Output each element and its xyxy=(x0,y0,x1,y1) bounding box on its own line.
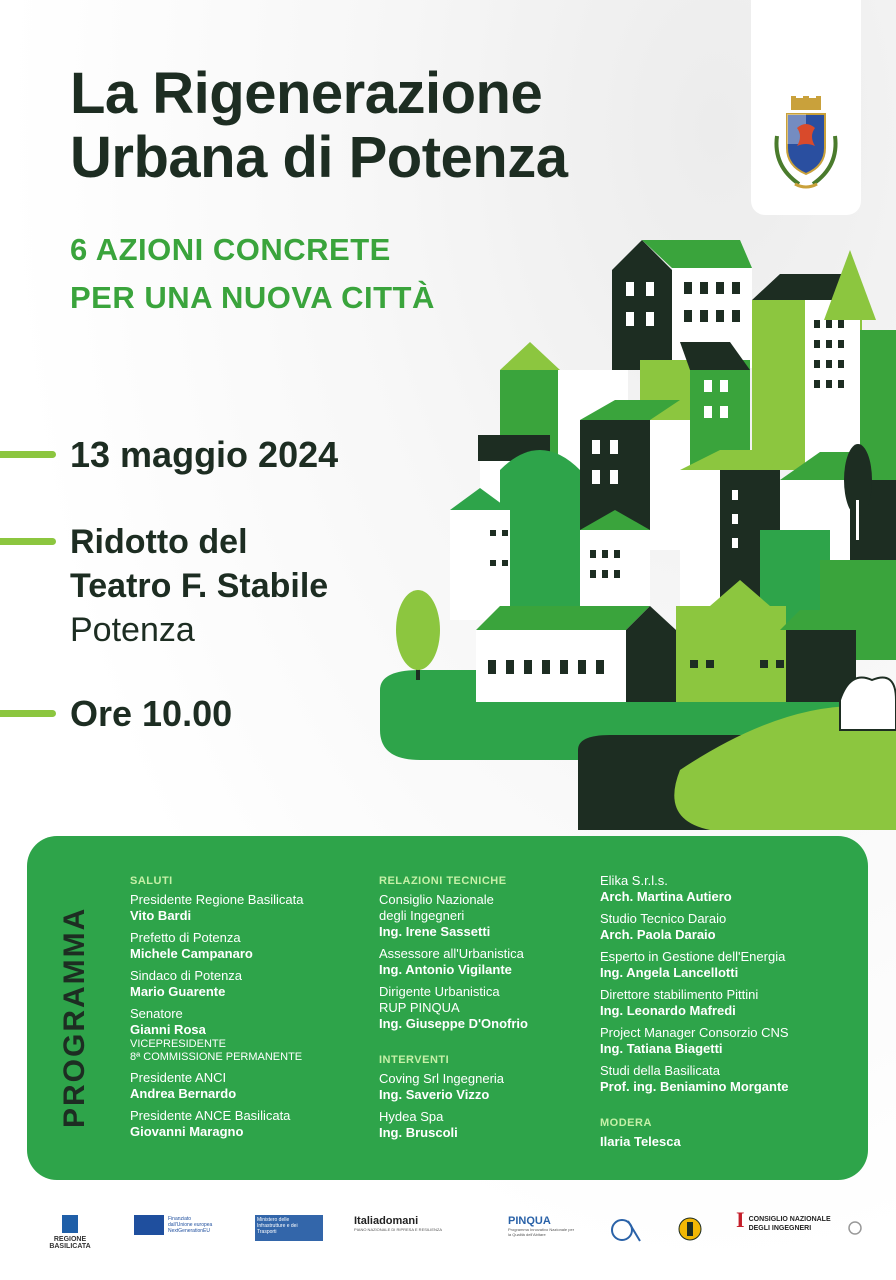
section-heading-interventi: INTERVENTI xyxy=(379,1054,450,1066)
speaker-name: Michele Campanaro xyxy=(130,946,253,961)
speaker-name: Ing. Irene Sassetti xyxy=(379,924,491,939)
date-bar xyxy=(0,451,56,458)
speaker-role: Dirigente Urbanistica xyxy=(379,984,500,999)
speaker-role: Studi della Basilicata xyxy=(600,1063,720,1078)
speaker-entry xyxy=(130,968,370,1000)
speaker-name: Prof. ing. Beniamino Morgante xyxy=(600,1079,789,1094)
speaker-role: Presidente ANCE Basilicata xyxy=(130,1108,291,1123)
speaker-extra: VICEPRESIDENTE xyxy=(130,1038,226,1050)
speaker-entry xyxy=(379,984,589,1032)
logo-pinqua-text: PINQUA xyxy=(508,1215,551,1227)
speaker-entry xyxy=(379,1071,589,1103)
speaker-entry xyxy=(379,1109,589,1141)
speaker-role: Coving Srl Ingegneria xyxy=(379,1071,505,1086)
eu-flag-icon xyxy=(134,1215,164,1235)
logo-eu xyxy=(134,1215,229,1235)
speaker-entry xyxy=(379,946,589,978)
speaker-name: Giovanni Maragno xyxy=(130,1124,244,1139)
programme-col-saluti xyxy=(130,873,370,1146)
speaker-entry xyxy=(600,1025,860,1057)
speaker-role: Studio Tecnico Daraio xyxy=(600,911,727,926)
logo-mit-line: Infrastrutture e dei xyxy=(257,1223,298,1229)
logo-pinqua-sub: Programma Innovativo Nazionale per la Qualità dell'Abitare xyxy=(508,1227,575,1237)
spacer xyxy=(600,1101,860,1115)
speaker-name: Vito Bardi xyxy=(130,908,192,923)
speaker-role: Presidente ANCI xyxy=(130,1070,227,1085)
speaker-entry xyxy=(600,1063,860,1095)
spacer xyxy=(379,1038,589,1052)
section-heading-modera: MODERA xyxy=(600,1117,652,1129)
speaker-role: Presidente Regione Basilicata xyxy=(130,892,304,907)
speaker-entry xyxy=(130,1108,370,1140)
speaker-name: Ing. Leonardo Mafredi xyxy=(600,1003,736,1018)
city-crest-icon xyxy=(769,96,843,192)
event-date: 13 maggio 2024 xyxy=(70,434,339,475)
venue-line-2: Teatro F. Stabile xyxy=(70,567,329,605)
speaker-role: degli Ingegneri xyxy=(379,908,465,923)
speaker-name: Ing. Bruscoli xyxy=(379,1125,458,1140)
speaker-entry xyxy=(600,987,860,1019)
ance-logo-icon xyxy=(610,1217,642,1243)
logo-mit-line: Ministero delle xyxy=(257,1217,290,1223)
speaker-entry xyxy=(600,911,860,943)
venue-bar xyxy=(0,538,56,545)
speaker-name: Ing. Giuseppe D'Onofrio xyxy=(379,1016,528,1031)
seal-icon xyxy=(848,1221,862,1235)
speaker-name: Arch. Martina Autiero xyxy=(600,889,732,904)
logo-cni-line: DEGLI INGEGNERI xyxy=(748,1225,812,1232)
programme-col-relazioni xyxy=(379,873,589,1147)
logo-italiadomani xyxy=(354,1215,484,1232)
logo-italiadomani-sub: PIANO NAZIONALE DI RIPRESA E RESILIENZA xyxy=(354,1227,443,1232)
programme-col-interventi-cont xyxy=(600,873,860,1156)
speaker-name: Andrea Bernardo xyxy=(130,1086,237,1101)
speaker-entry xyxy=(130,1070,370,1102)
speaker-entry xyxy=(600,873,860,905)
logo-cni xyxy=(736,1207,846,1233)
logo-mit-line: Trasporti xyxy=(257,1229,277,1235)
city-illustration xyxy=(380,230,896,830)
speaker-entry xyxy=(130,1006,370,1064)
speaker-name: Ing. Angela Lancellotti xyxy=(600,965,739,980)
speaker-role: Assessore all'Urbanistica xyxy=(379,946,524,961)
moderator-name: Ilaria Telesca xyxy=(600,1134,681,1149)
subtitle-line-1: 6 AZIONI CONCRETE xyxy=(70,232,391,267)
logo-eu-line: Finanziato xyxy=(168,1216,192,1222)
speaker-entry xyxy=(379,892,589,940)
programme-label: PROGRAMMA xyxy=(58,906,91,1128)
logo-regione-basilicata xyxy=(36,1215,104,1250)
speaker-role: Esperto in Gestione dell'Energia xyxy=(600,949,786,964)
section-heading-saluti: SALUTI xyxy=(130,875,173,887)
speaker-role: Consiglio Nazionale xyxy=(379,892,494,907)
moderator-entry xyxy=(600,1134,860,1150)
logo-cni-line: CONSIGLIO NAZIONALE xyxy=(748,1216,831,1223)
title-line-2: Urbana di Potenza xyxy=(70,125,568,190)
speaker-role: Sindaco di Potenza xyxy=(130,968,243,983)
speaker-role: RUP PINQUA xyxy=(379,1000,460,1015)
speaker-name: Arch. Paola Daraio xyxy=(600,927,716,942)
logo-pinqua xyxy=(508,1215,578,1237)
section-heading-relazioni: RELAZIONI TECNICHE xyxy=(379,875,507,887)
speaker-entry xyxy=(600,949,860,981)
event-time: Ore 10.00 xyxy=(70,693,233,734)
speaker-name: Mario Guarente xyxy=(130,984,226,999)
regione-mark-icon xyxy=(62,1215,78,1233)
poster-title xyxy=(70,62,567,190)
logo-ministero xyxy=(255,1215,323,1241)
time-bar xyxy=(0,710,56,717)
speaker-role: Project Manager Consorzio CNS xyxy=(600,1025,789,1040)
speaker-name: Ing. Antonio Vigilante xyxy=(379,962,512,977)
logo-regione-text: REGIONE BASILICATA xyxy=(49,1236,91,1250)
speaker-name: Ing. Saverio Vizzo xyxy=(379,1087,490,1102)
event-venue xyxy=(70,520,328,652)
speaker-role: Direttore stabilimento Pittini xyxy=(600,987,759,1002)
logo-italiadomani-text: Italiadomani xyxy=(354,1215,419,1227)
crest-card xyxy=(751,0,861,215)
subtitle-line-2: PER UNA NUOVA CITTÀ xyxy=(70,280,435,315)
title-line-1: La Rigenerazione xyxy=(70,61,543,126)
speaker-entry xyxy=(130,892,370,924)
ordine-logo-icon xyxy=(678,1217,702,1241)
speaker-name: Ing. Tatiana Biagetti xyxy=(600,1041,723,1056)
logo-cni-text xyxy=(749,1215,831,1233)
logo-eu-line: dall'Unione europea xyxy=(168,1222,213,1228)
venue-line-1: Ridotto del xyxy=(70,523,248,561)
speaker-role: Elika S.r.l.s. xyxy=(600,873,668,888)
speaker-entry xyxy=(130,930,370,962)
speaker-name: Gianni Rosa xyxy=(130,1022,206,1037)
logo-eu-line: NextGenerationEU xyxy=(168,1228,210,1234)
speaker-extra: 8ª COMMISSIONE PERMANENTE xyxy=(130,1051,303,1063)
venue-city: Potenza xyxy=(70,611,195,649)
speaker-role: Senatore xyxy=(130,1006,183,1021)
speaker-role: Hydea Spa xyxy=(379,1109,444,1124)
logo-eu-text xyxy=(168,1216,212,1234)
speaker-role: Prefetto di Potenza xyxy=(130,930,241,945)
sponsor-logos xyxy=(0,1205,896,1265)
cni-mark-icon: I xyxy=(736,1207,745,1232)
